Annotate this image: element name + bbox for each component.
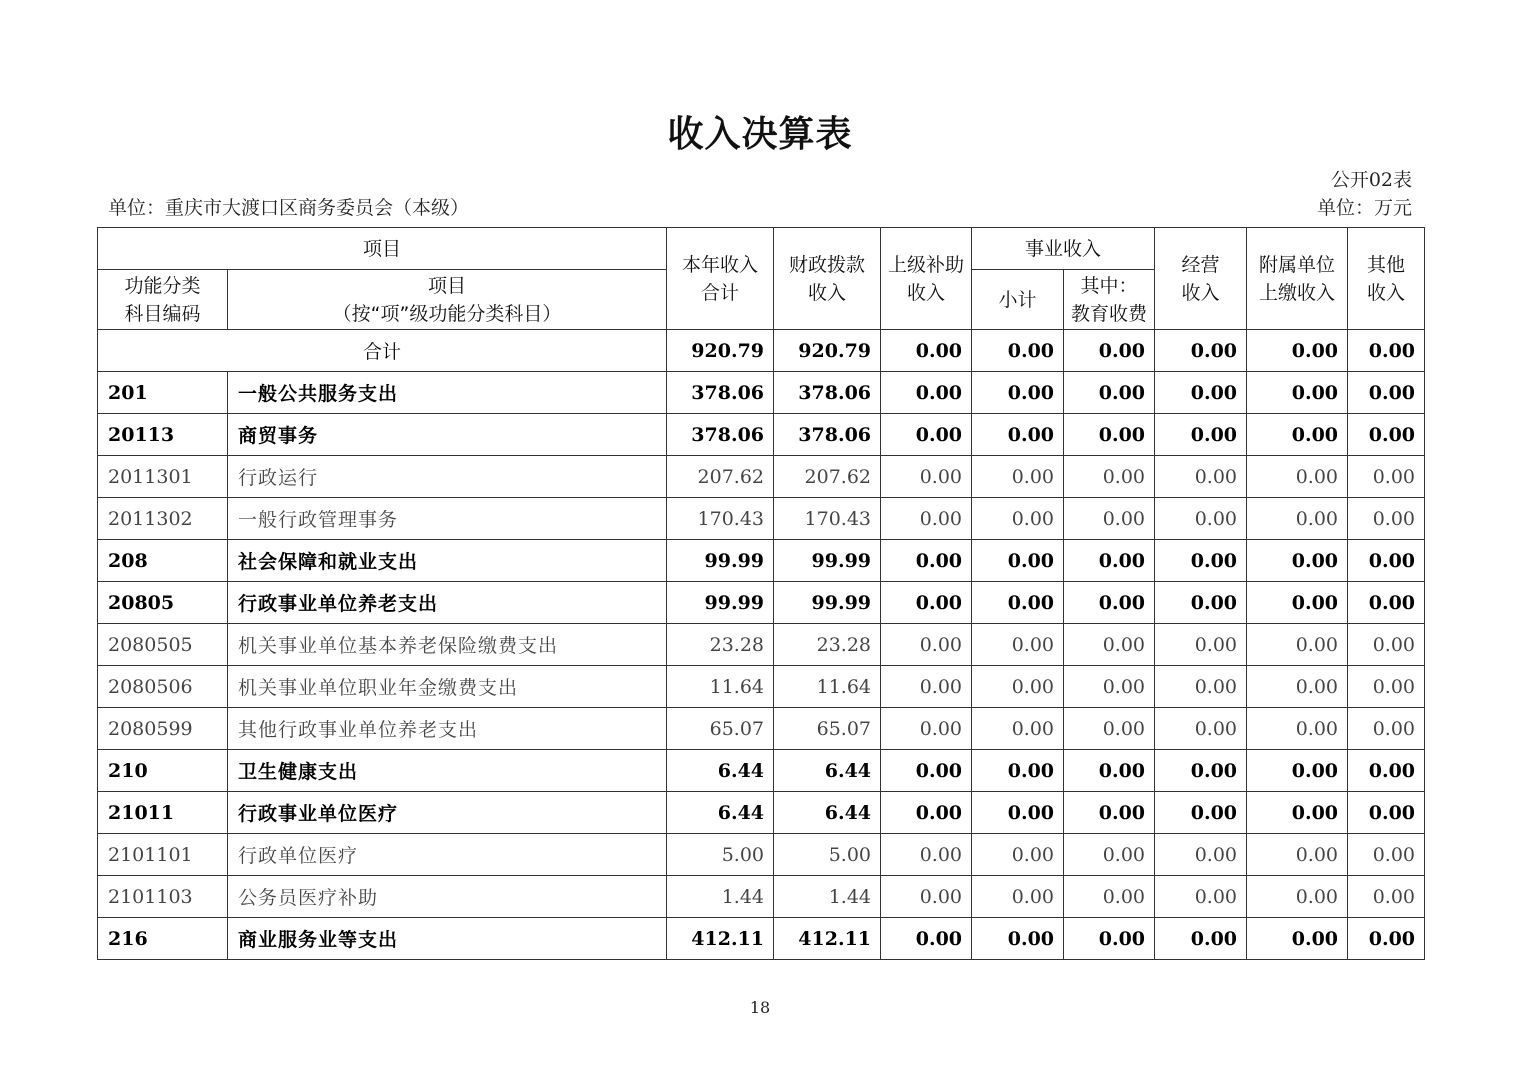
row-value: 0.00 xyxy=(881,540,972,582)
row-value: 0.00 xyxy=(972,372,1064,414)
row-value: 0.00 xyxy=(1348,414,1425,456)
row-value: 0.00 xyxy=(1247,750,1348,792)
unit-organization: 单位：重庆市大渡口区商务委员会（本级） xyxy=(108,197,470,219)
row-value: 6.44 xyxy=(667,792,774,834)
row-value: 0.00 xyxy=(1064,918,1155,960)
row-value: 0.00 xyxy=(1348,792,1425,834)
row-name: 其他行政事业单位养老支出 xyxy=(228,708,667,750)
row-code: 2101103 xyxy=(98,876,228,918)
header-subtotal: 小计 xyxy=(972,270,1064,330)
table-row xyxy=(98,876,1425,918)
row-value: 0.00 xyxy=(1155,498,1247,540)
total-cell: 0.00 xyxy=(881,330,972,372)
row-value: 0.00 xyxy=(1155,624,1247,666)
row-value: 0.00 xyxy=(1348,834,1425,876)
row-code: 21011 xyxy=(98,792,228,834)
row-value: 0.00 xyxy=(1247,498,1348,540)
row-value: 0.00 xyxy=(1064,414,1155,456)
row-value: 0.00 xyxy=(972,750,1064,792)
row-name: 行政运行 xyxy=(228,456,667,498)
row-value: 0.00 xyxy=(1348,876,1425,918)
row-name: 卫生健康支出 xyxy=(228,750,667,792)
row-value: 5.00 xyxy=(667,834,774,876)
row-value: 0.00 xyxy=(881,666,972,708)
row-value: 1.44 xyxy=(774,876,881,918)
row-code: 20805 xyxy=(98,582,228,624)
page-number: 18 xyxy=(749,998,771,1017)
row-value: 0.00 xyxy=(972,708,1064,750)
row-name: 公务员医疗补助 xyxy=(228,876,667,918)
row-value: 170.43 xyxy=(774,498,881,540)
row-value: 23.28 xyxy=(667,624,774,666)
row-value: 0.00 xyxy=(1155,876,1247,918)
row-value: 0.00 xyxy=(1064,666,1155,708)
row-value: 0.00 xyxy=(881,876,972,918)
page-title: 收入决算表 xyxy=(667,114,853,155)
table-row xyxy=(98,750,1425,792)
row-value: 5.00 xyxy=(774,834,881,876)
table-row xyxy=(98,414,1425,456)
row-code: 201 xyxy=(98,372,228,414)
row-value: 0.00 xyxy=(1247,624,1348,666)
row-name: 行政事业单位养老支出 xyxy=(228,582,667,624)
header-operating-income: 经营 收入 xyxy=(1155,228,1247,330)
row-value: 0.00 xyxy=(1064,456,1155,498)
row-value: 0.00 xyxy=(1155,750,1247,792)
row-value: 0.00 xyxy=(972,414,1064,456)
row-name: 行政单位医疗 xyxy=(228,834,667,876)
row-value: 0.00 xyxy=(972,792,1064,834)
total-cell: 0.00 xyxy=(972,330,1064,372)
row-value: 0.00 xyxy=(881,498,972,540)
row-value: 378.06 xyxy=(774,414,881,456)
row-value: 378.06 xyxy=(667,414,774,456)
row-value: 23.28 xyxy=(774,624,881,666)
table-row xyxy=(98,792,1425,834)
row-value: 0.00 xyxy=(972,834,1064,876)
row-value: 378.06 xyxy=(774,372,881,414)
row-value: 0.00 xyxy=(1247,666,1348,708)
row-value: 0.00 xyxy=(1064,708,1155,750)
header-superior-subsidy: 上级补助 收入 xyxy=(881,228,972,330)
row-value: 0.00 xyxy=(1247,582,1348,624)
row-value: 6.44 xyxy=(667,750,774,792)
row-code: 2011301 xyxy=(98,456,228,498)
row-value: 0.00 xyxy=(1247,372,1348,414)
row-value: 0.00 xyxy=(881,708,972,750)
row-value: 99.99 xyxy=(774,540,881,582)
table-row xyxy=(98,834,1425,876)
row-value: 11.64 xyxy=(667,666,774,708)
row-value: 0.00 xyxy=(1155,918,1247,960)
row-value: 0.00 xyxy=(881,582,972,624)
row-value: 0.00 xyxy=(1348,498,1425,540)
table-row xyxy=(98,624,1425,666)
table-row xyxy=(98,582,1425,624)
row-value: 0.00 xyxy=(1064,750,1155,792)
table-row xyxy=(98,372,1425,414)
header-project: 项目 xyxy=(98,228,667,270)
row-value: 0.00 xyxy=(1348,708,1425,750)
row-name: 机关事业单位职业年金缴费支出 xyxy=(228,666,667,708)
row-value: 0.00 xyxy=(1247,834,1348,876)
row-value: 0.00 xyxy=(1348,666,1425,708)
row-value: 0.00 xyxy=(1155,792,1247,834)
row-code: 2080506 xyxy=(98,666,228,708)
row-value: 0.00 xyxy=(881,624,972,666)
row-value: 412.11 xyxy=(774,918,881,960)
row-value: 0.00 xyxy=(1247,414,1348,456)
row-value: 0.00 xyxy=(1064,834,1155,876)
row-code: 210 xyxy=(98,750,228,792)
row-value: 0.00 xyxy=(1064,540,1155,582)
row-value: 99.99 xyxy=(667,582,774,624)
income-final-accounts-table xyxy=(97,227,1425,960)
row-value: 0.00 xyxy=(1155,666,1247,708)
total-cell: 0.00 xyxy=(1064,330,1155,372)
row-name: 商业服务业等支出 xyxy=(228,918,667,960)
table-row xyxy=(98,540,1425,582)
row-value: 412.11 xyxy=(667,918,774,960)
total-cell: 0.00 xyxy=(1247,330,1348,372)
row-value: 0.00 xyxy=(1155,708,1247,750)
row-value: 0.00 xyxy=(881,792,972,834)
row-value: 99.99 xyxy=(667,540,774,582)
row-value: 0.00 xyxy=(1247,540,1348,582)
row-value: 0.00 xyxy=(1247,456,1348,498)
row-value: 0.00 xyxy=(881,414,972,456)
row-name: 商贸事务 xyxy=(228,414,667,456)
row-value: 378.06 xyxy=(667,372,774,414)
row-value: 207.62 xyxy=(667,456,774,498)
row-value: 0.00 xyxy=(972,876,1064,918)
row-value: 65.07 xyxy=(667,708,774,750)
row-value: 0.00 xyxy=(972,582,1064,624)
row-value: 0.00 xyxy=(972,624,1064,666)
row-value: 0.00 xyxy=(1155,540,1247,582)
table-row xyxy=(98,666,1425,708)
unit-currency: 单位：万元 xyxy=(1316,197,1412,219)
row-name: 社会保障和就业支出 xyxy=(228,540,667,582)
row-value: 0.00 xyxy=(1348,918,1425,960)
row-value: 0.00 xyxy=(972,918,1064,960)
row-name: 行政事业单位医疗 xyxy=(228,792,667,834)
table-row xyxy=(98,708,1425,750)
row-value: 6.44 xyxy=(774,750,881,792)
header-function-code: 功能分类 科目编码 xyxy=(98,270,228,330)
row-value: 0.00 xyxy=(1064,372,1155,414)
row-value: 0.00 xyxy=(1155,372,1247,414)
row-value: 0.00 xyxy=(1064,876,1155,918)
row-value: 207.62 xyxy=(774,456,881,498)
row-value: 0.00 xyxy=(881,918,972,960)
row-value: 0.00 xyxy=(1155,834,1247,876)
row-value: 0.00 xyxy=(1247,792,1348,834)
row-value: 0.00 xyxy=(881,834,972,876)
total-cell: 920.79 xyxy=(774,330,881,372)
total-cell: 920.79 xyxy=(667,330,774,372)
row-value: 0.00 xyxy=(881,372,972,414)
header-fiscal-appropriation: 财政拨款 收入 xyxy=(774,228,881,330)
row-value: 6.44 xyxy=(774,792,881,834)
header-other-income: 其他 收入 xyxy=(1348,228,1425,330)
row-code: 216 xyxy=(98,918,228,960)
row-value: 170.43 xyxy=(667,498,774,540)
row-value: 0.00 xyxy=(972,540,1064,582)
row-value: 0.00 xyxy=(972,498,1064,540)
row-code: 2011302 xyxy=(98,498,228,540)
total-row xyxy=(98,330,1425,372)
table-body xyxy=(98,330,1425,960)
row-name: 机关事业单位基本养老保险缴费支出 xyxy=(228,624,667,666)
total-cell: 0.00 xyxy=(1348,330,1425,372)
row-value: 0.00 xyxy=(1064,498,1155,540)
row-value: 0.00 xyxy=(1348,624,1425,666)
row-value: 65.07 xyxy=(774,708,881,750)
table-row xyxy=(98,918,1425,960)
row-value: 0.00 xyxy=(1064,624,1155,666)
row-value: 0.00 xyxy=(1155,456,1247,498)
row-value: 0.00 xyxy=(1247,708,1348,750)
row-name: 一般公共服务支出 xyxy=(228,372,667,414)
row-value: 0.00 xyxy=(1348,750,1425,792)
row-value: 0.00 xyxy=(972,456,1064,498)
row-value: 0.00 xyxy=(1064,792,1155,834)
header-education-fees: 其中： 教育收费 xyxy=(1064,270,1155,330)
row-code: 20113 xyxy=(98,414,228,456)
form-number: 公开02表 xyxy=(1330,169,1412,191)
header-year-total: 本年收入 合计 xyxy=(667,228,774,330)
header-affiliated-income: 附属单位 上缴收入 xyxy=(1247,228,1348,330)
header-career-income: 事业收入 xyxy=(972,228,1155,270)
row-code: 2101101 xyxy=(98,834,228,876)
table-row xyxy=(98,498,1425,540)
row-value: 0.00 xyxy=(1155,582,1247,624)
row-value: 0.00 xyxy=(972,666,1064,708)
row-value: 0.00 xyxy=(1348,540,1425,582)
table-row xyxy=(98,456,1425,498)
row-value: 99.99 xyxy=(774,582,881,624)
total-label: 合计 xyxy=(98,330,667,372)
row-value: 0.00 xyxy=(1348,456,1425,498)
row-value: 0.00 xyxy=(881,750,972,792)
row-code: 2080505 xyxy=(98,624,228,666)
row-code: 2080599 xyxy=(98,708,228,750)
row-value: 0.00 xyxy=(1348,372,1425,414)
row-value: 0.00 xyxy=(1155,414,1247,456)
row-value: 0.00 xyxy=(1247,918,1348,960)
header-item-name: 项目 （按“项”级功能分类科目） xyxy=(228,270,667,330)
row-value: 0.00 xyxy=(881,456,972,498)
row-value: 11.64 xyxy=(774,666,881,708)
row-value: 0.00 xyxy=(1064,582,1155,624)
row-code: 208 xyxy=(98,540,228,582)
total-cell: 0.00 xyxy=(1155,330,1247,372)
row-value: 1.44 xyxy=(667,876,774,918)
row-value: 0.00 xyxy=(1247,876,1348,918)
row-value: 0.00 xyxy=(1348,582,1425,624)
row-name: 一般行政管理事务 xyxy=(228,498,667,540)
